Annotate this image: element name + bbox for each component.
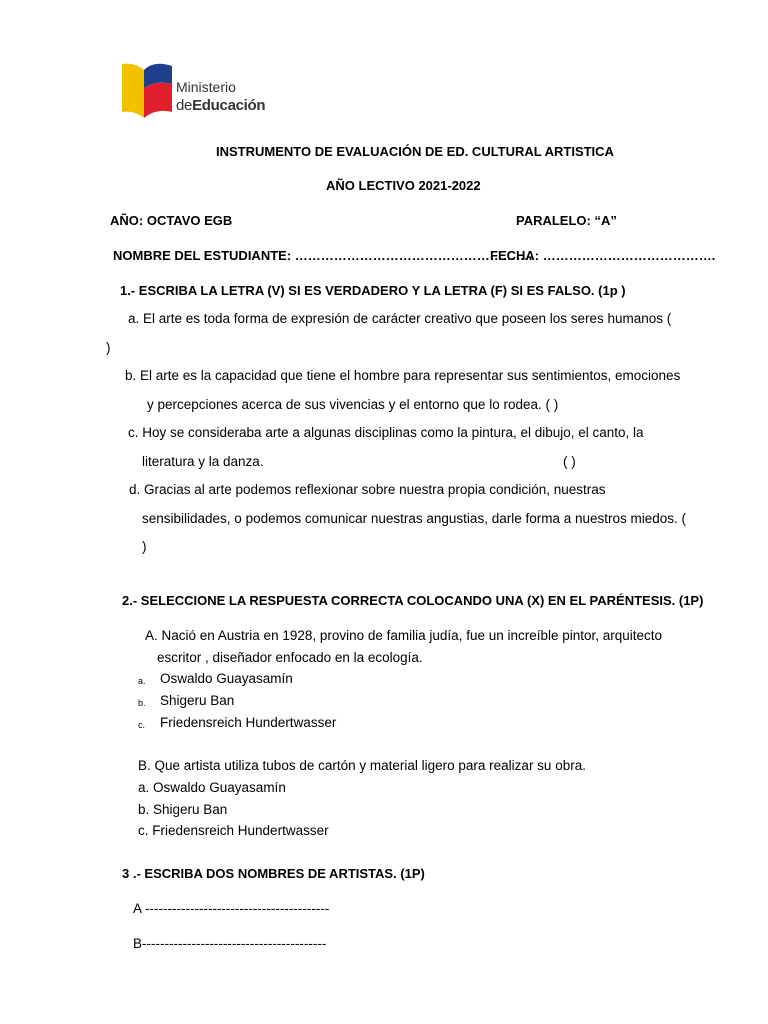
logo-text-strong: Educación	[192, 97, 266, 114]
q2-heading: 2.- SELECCIONE LA RESPUESTA CORRECTA COLOCANDO UNA (X) EN EL PARÉNTESIS. (1P)	[122, 593, 704, 608]
q2-a-option-b[interactable]: Shigeru Ban	[160, 693, 235, 708]
q1-heading: 1.- ESCRIBA LA LETRA (V) SI ES VERDADERO Y LA LETRA (F) SI ES FALSO. (1p )	[120, 283, 626, 298]
document-title: INSTRUMENTO DE EVALUACIÓN DE ED. CULTURAL ARTISTICA	[216, 144, 614, 159]
logo-text-prefix: de	[176, 97, 193, 114]
q1-item-d-cont: sensibilidades, o podemos comunicar nuestras angustias, darle forma a nuestros miedos. (	[142, 511, 687, 526]
q1-item-b: b. El arte es la capacidad que tiene el hombre para representar sus sentimientos, emociones	[125, 368, 681, 383]
date-field[interactable]: FECHA: ………………………………….	[490, 248, 716, 263]
logo-text-line2	[176, 98, 265, 113]
q3-answer-line-b[interactable]: B-----------------------------------------	[133, 936, 327, 951]
q1-item-c-cont: literatura y la danza.	[142, 454, 264, 469]
ministry-logo	[120, 62, 270, 124]
q1-item-d: d. Gracias al arte podemos reflexionar sobre nuestra propia condición, nuestras	[129, 482, 606, 497]
q1-item-c-answer[interactable]: ( )	[563, 454, 576, 469]
q1-item-d-close: )	[142, 539, 147, 554]
ministry-emblem-icon	[120, 62, 174, 120]
school-year: AÑO LECTIVO 2021-2022	[326, 178, 481, 193]
q1-item-b-cont: y percepciones acerca de sus vivencias y el entorno que lo rodea. ( )	[147, 397, 559, 412]
q2-question-a: A. Nació en Austria en 1928, provino de familia judía, fue un increíble pintor, arquitecto	[145, 628, 663, 643]
student-name-field[interactable]: NOMBRE DEL ESTUDIANTE: ……………………………………………….	[113, 248, 533, 263]
grade-label: AÑO: OCTAVO EGB	[110, 213, 233, 228]
q2-a-option-c-letter: c.	[138, 720, 146, 730]
q2-b-option-b[interactable]: b. Shigeru Ban	[138, 802, 228, 817]
q2-question-b: B. Que artista utiliza tubos de cartón y material ligero para realizar su obra.	[138, 758, 586, 773]
q2-question-a-cont: escritor , diseñador enfocado en la ecología.	[157, 650, 423, 665]
q3-answer-line-a[interactable]: A -----------------------------------------	[133, 901, 330, 916]
logo-text-line1: Ministerio	[176, 79, 236, 95]
q1-item-a: a. El arte es toda forma de expresión de carácter creativo que poseen los seres humanos (	[128, 311, 672, 326]
q2-b-option-a[interactable]: a. Oswaldo Guayasamín	[138, 780, 286, 795]
q2-a-option-c[interactable]: Friedensreich Hundertwasser	[160, 715, 337, 730]
section-label: PARALELO: “A”	[516, 213, 617, 228]
q2-a-option-a[interactable]: Oswaldo Guayasamín	[160, 671, 293, 686]
q1-item-a-close: )	[106, 340, 111, 355]
q2-a-option-b-letter: b.	[138, 698, 146, 708]
q2-b-option-c[interactable]: c. Friedensreich Hundertwasser	[138, 823, 329, 838]
q1-item-c: c. Hoy se consideraba arte a algunas disciplinas como la pintura, el dibujo, el canto, la	[128, 425, 644, 440]
q2-a-option-a-letter: a.	[138, 676, 146, 686]
q3-heading: 3 .- ESCRIBA DOS NOMBRES DE ARTISTAS. (1P)	[122, 866, 425, 881]
